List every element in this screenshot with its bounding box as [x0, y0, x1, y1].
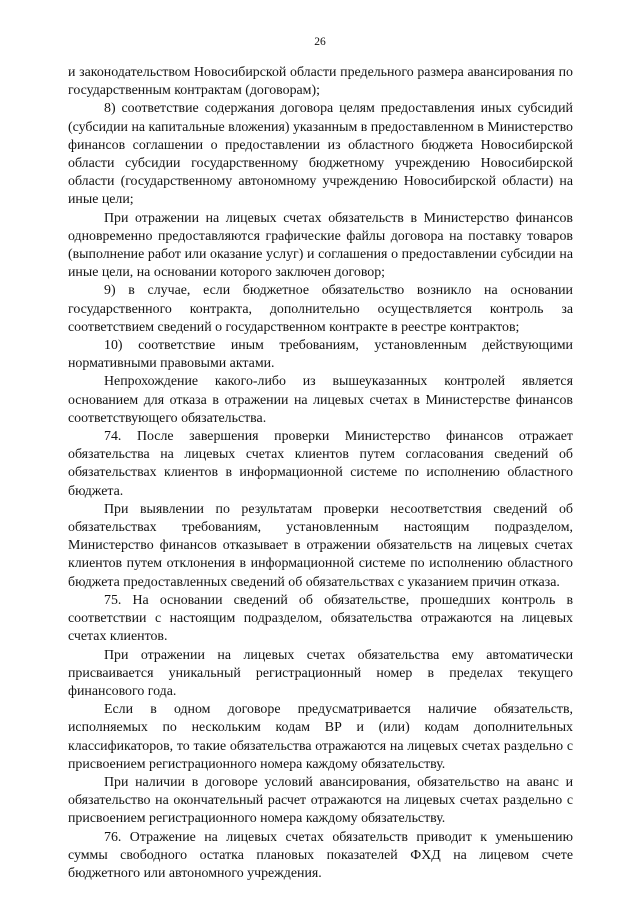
paragraph-clause-74: 74. После завершения проверки Министерство финансов отражает обязательства на лицевых счетах клиентов путем согласования сведений об обязательствах клиентов в информационной системе по исполнению областного бюджета.	[68, 429, 573, 499]
paragraph-clause-76: 76. Отражение на лицевых счетах обязательств приводит к уменьшению суммы свободного остатка плановых показателей ФХД на лицевом счете бюджетного или автономного учреждения.	[68, 829, 573, 881]
paragraph-multiple-codes: Если в одном договоре предусматривается наличие обязательств, исполняемых по нескольким кодам ВР и (или) кодам дополнительных классификаторов, то такие обязательства отражаются на лицевых счетах раздельно с присвоением регистрационного номера каждому обязательству.	[68, 702, 573, 772]
page-number: 26	[314, 36, 326, 48]
paragraph-item-9: 9) в случае, если бюджетное обязательство возникло на основании государственного контракта, дополнительно осуществляется контроль за соответствием сведений о государственном контракте в реестре контрактов;	[68, 283, 573, 335]
paragraph-item-8: 8) соответствие содержания договора целям предоставления иных субсидий (субсидии на капитальные вложения) указанным в предоставленном в Министерство финансов соглашении о предоставлении из областного бюджета Новосибирской области субсидии государственному бюджетному учреждению Новосибирской области (государственному автономному учреждению Новосибирской области) на иные цели;	[68, 101, 573, 208]
paragraph-continuation: и законодательством Новосибирской области предельного размера авансирования по государственным контрактам (договорам);	[68, 65, 573, 99]
paragraph-clause-75: 75. На основании сведений об обязательстве, прошедших контроль в соответствии с настоящим подразделом, обязательства отражаются на лицевых счетах клиентов.	[68, 592, 573, 645]
paragraph-registration-number: При отражении на лицевых счетах обязательства ему автоматически присваивается уникальный регистрационный номер в пределах текущего финансового года.	[68, 647, 573, 699]
paragraph-advance-payment: При наличии в договоре условий авансирования, обязательство на аванс и обязательство на окончательный расчет отражаются на лицевых счетах раздельно с присвоением регистрационного номера каждому обязательству.	[68, 774, 573, 827]
paragraph-graphic-files: При отражении на лицевых счетах обязательств в Министерство финансов одновременно предоставляются графические файлы договора на поставку товаров (выполнение работ или оказание услуг) и соглашения о предоставлении субсидии на иные цели, на основании которого заключен договор;	[68, 210, 573, 281]
paragraph-control-failure: Непрохождение какого-либо из вышеуказанных контролей является основанием для отказа в отражении на лицевых счетах в Министерстве финансов соответствующего обязательства.	[68, 374, 573, 426]
document-body	[68, 64, 573, 883]
paragraph-item-10: 10) соответствие иным требованиям, установленным действующими нормативными правовыми актами.	[68, 338, 573, 372]
paragraph-mismatch-refusal: При выявлении по результатам проверки несоответствия сведений об обязательствах требованиям, установленным настоящим подразделом, Министерство финансов отказывает в отражении обязательств на лицевых счетах клиентов путем отклонения в информационной системе по исполнению областного бюджета предоставленных сведений об обязательствах с указанием причин отказа.	[68, 501, 573, 590]
